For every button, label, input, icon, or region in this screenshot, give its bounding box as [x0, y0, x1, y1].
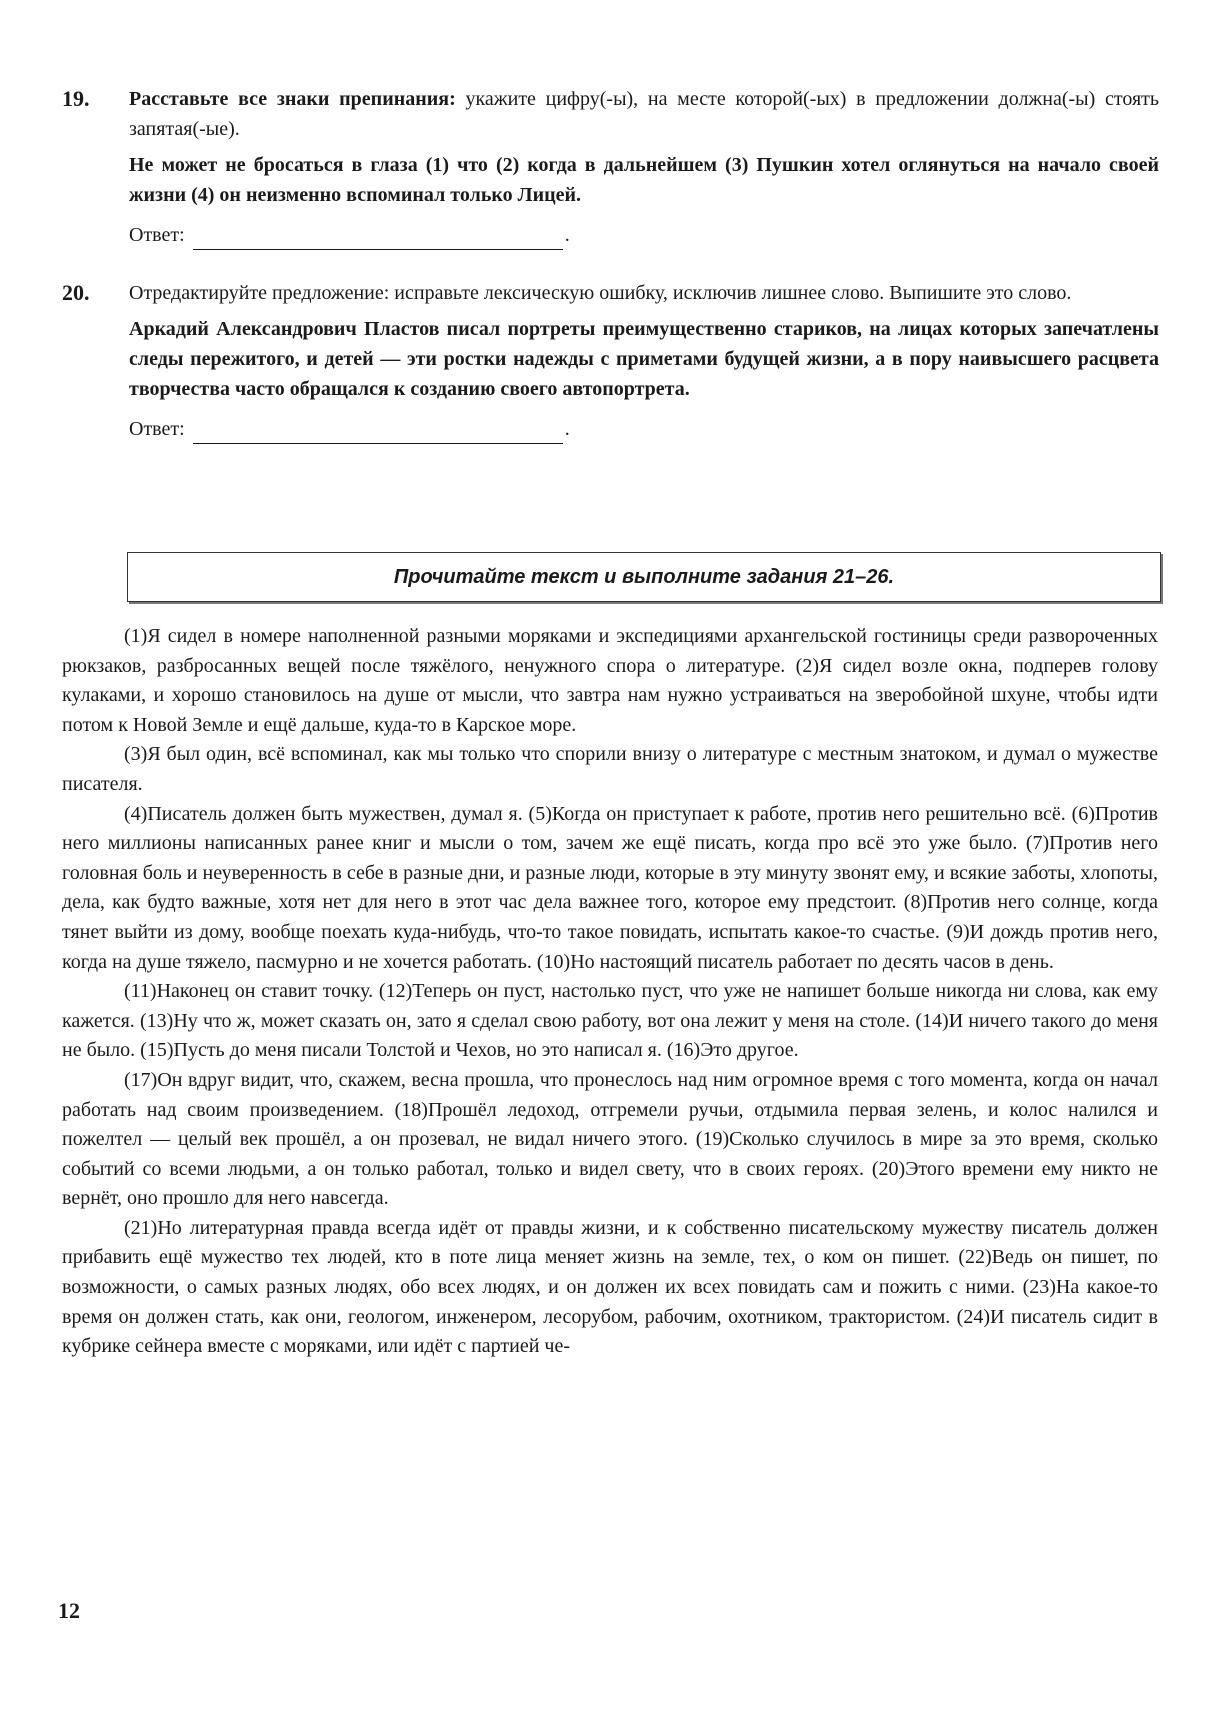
answer-end: .	[564, 418, 570, 440]
text-paragraph: (3)Я был один, всё вспоминал, как мы только что спорили внизу о литературе с местным знатоком, и думал о мужестве писателя.	[62, 743, 1158, 795]
answer-field[interactable]	[193, 421, 563, 444]
task-sentence: Не может не бросаться в глаза (1) что (2) когда в дальнейшем (3) Пушкин хотел оглянуться на начало своей жизни (4) он неизменно вспоминал только Лицей.	[129, 154, 1159, 206]
text-paragraph: (4)Писатель должен быть мужествен, думал я. (5)Когда он приступает к работе, против него решительно всё. (6)Против него миллионы написанных ранее книг и мысли о том, зачем же ещё писать, когда про всё это уже было. (7)Против него головная боль и неуверенность в себе в разные дни, и разные люди, которые в эту минуту звонят ему, и всякие заботы, хлопоты, дела, как будто важные, хотя нет для него в этот час дела важнее того, которое ему предстоит. (8)Против него солнце, когда тянет выйти из дому, вообще поехать куда-нибудь, что-то такое повидать, испытать какое-то счастье. (9)И дождь против него, когда на душе тяжело, пасмурно и не хочется работать. (10)Но настоящий писатель работает по десять часов в день.	[62, 802, 1158, 973]
answer-row	[129, 414, 1159, 444]
instruction-bold: Расставьте все знаки препинания:	[129, 88, 456, 110]
text-paragraph: (11)Наконец он ставит точку. (12)Теперь он пуст, настолько пуст, что уже не напишет больше никогда ни слова, как ему кажется. (13)Ну что ж, может сказать он, зато я сделал свою работу, вот она лежит у меня на столе. (14)И ничего такого до меня не было. (15)Пусть до меня писали Толстой и Чехов, но это написал я. (16)Это другое.	[62, 980, 1158, 1062]
answer-label: Ответ:	[129, 418, 185, 440]
task-19	[62, 84, 1162, 250]
answer-end: .	[564, 224, 570, 246]
task-instruction	[129, 84, 1159, 144]
reading-instruction-banner: Прочитайте текст и выполните задания 21–26.	[127, 552, 1161, 602]
answer-field[interactable]	[193, 227, 563, 250]
task-instruction: Отредактируйте предложение: исправьте лексическую ошибку, исключив лишнее слово. Выпишите это слово.	[129, 282, 1072, 304]
reading-text	[62, 622, 1158, 1362]
task-number: 19.	[62, 86, 90, 111]
task-body	[129, 84, 1159, 250]
instruction-text: укажите цифру(-ы), на месте которой(-ых) в предложении должна(-ы) стоять запятая(-ые).	[129, 88, 1159, 140]
task-number: 20.	[62, 280, 90, 305]
answer-label: Ответ:	[129, 224, 185, 246]
answer-row	[129, 220, 1159, 250]
task-20	[62, 278, 1162, 444]
text-paragraph: (1)Я сидел в номере наполненной разными моряками и экспедициями архангельской гостиницы среди развороченных рюкзаков, разбросанных вещей после тяжёлого, ненужного спора о литературе. (2)Я сидел возле окна, подперев голову кулаками, и хорошо становилось на душе от мысли, что завтра нам нужно устраиваться на зверобойной шхуне, чтобы идти потом к Новой Земле и ещё дальше, куда-то в Карское море.	[62, 625, 1158, 736]
text-paragraph: (17)Он вдруг видит, что, скажем, весна прошла, что пронеслось над ним огромное время с того момента, когда он начал работать над своим произведением. (18)Прошёл ледоход, отгремели ручьи, отдымила первая зелень, и колос налился и пожелтел — целый век прошёл, а он прозевал, не видал ничего этого. (19)Сколько случилось в мире за это время, сколько событий со всеми людьми, а он только работал, только и видел свету, что в своих героях. (20)Этого времени ему никто не вернёт, оно прошло для него навсегда.	[62, 1068, 1158, 1210]
task-sentence: Аркадий Александрович Пластов писал портреты преимущественно стариков, на лицах которых запечатлены следы пережитого, и детей — эти ростки надежды с приметами будущей жизни, а в пору наивысшего расцвета творчества часто обращался к созданию своего автопортрета.	[129, 318, 1159, 400]
text-paragraph: (21)Но литературная правда всегда идёт от правды жизни, и к собственно писательскому мужеству писатель должен прибавить ещё мужество тех людей, кто в поте лица меняет жизнь на земле, тех, о ком он пишет. (22)Ведь он пишет, по возможности, о самых разных людях, обо всех людях, и он должен их всех повидать сам и пожить с ними. (23)На какое-то время он должен стать, как они, геологом, инженером, лесорубом, рабочим, охотником, трактористом. (24)И писатель сидит в кубрике сейнера вместе с моряками, или идёт с партией че-	[62, 1216, 1158, 1358]
task-body	[129, 278, 1159, 444]
page-number: 12	[58, 1598, 80, 1623]
